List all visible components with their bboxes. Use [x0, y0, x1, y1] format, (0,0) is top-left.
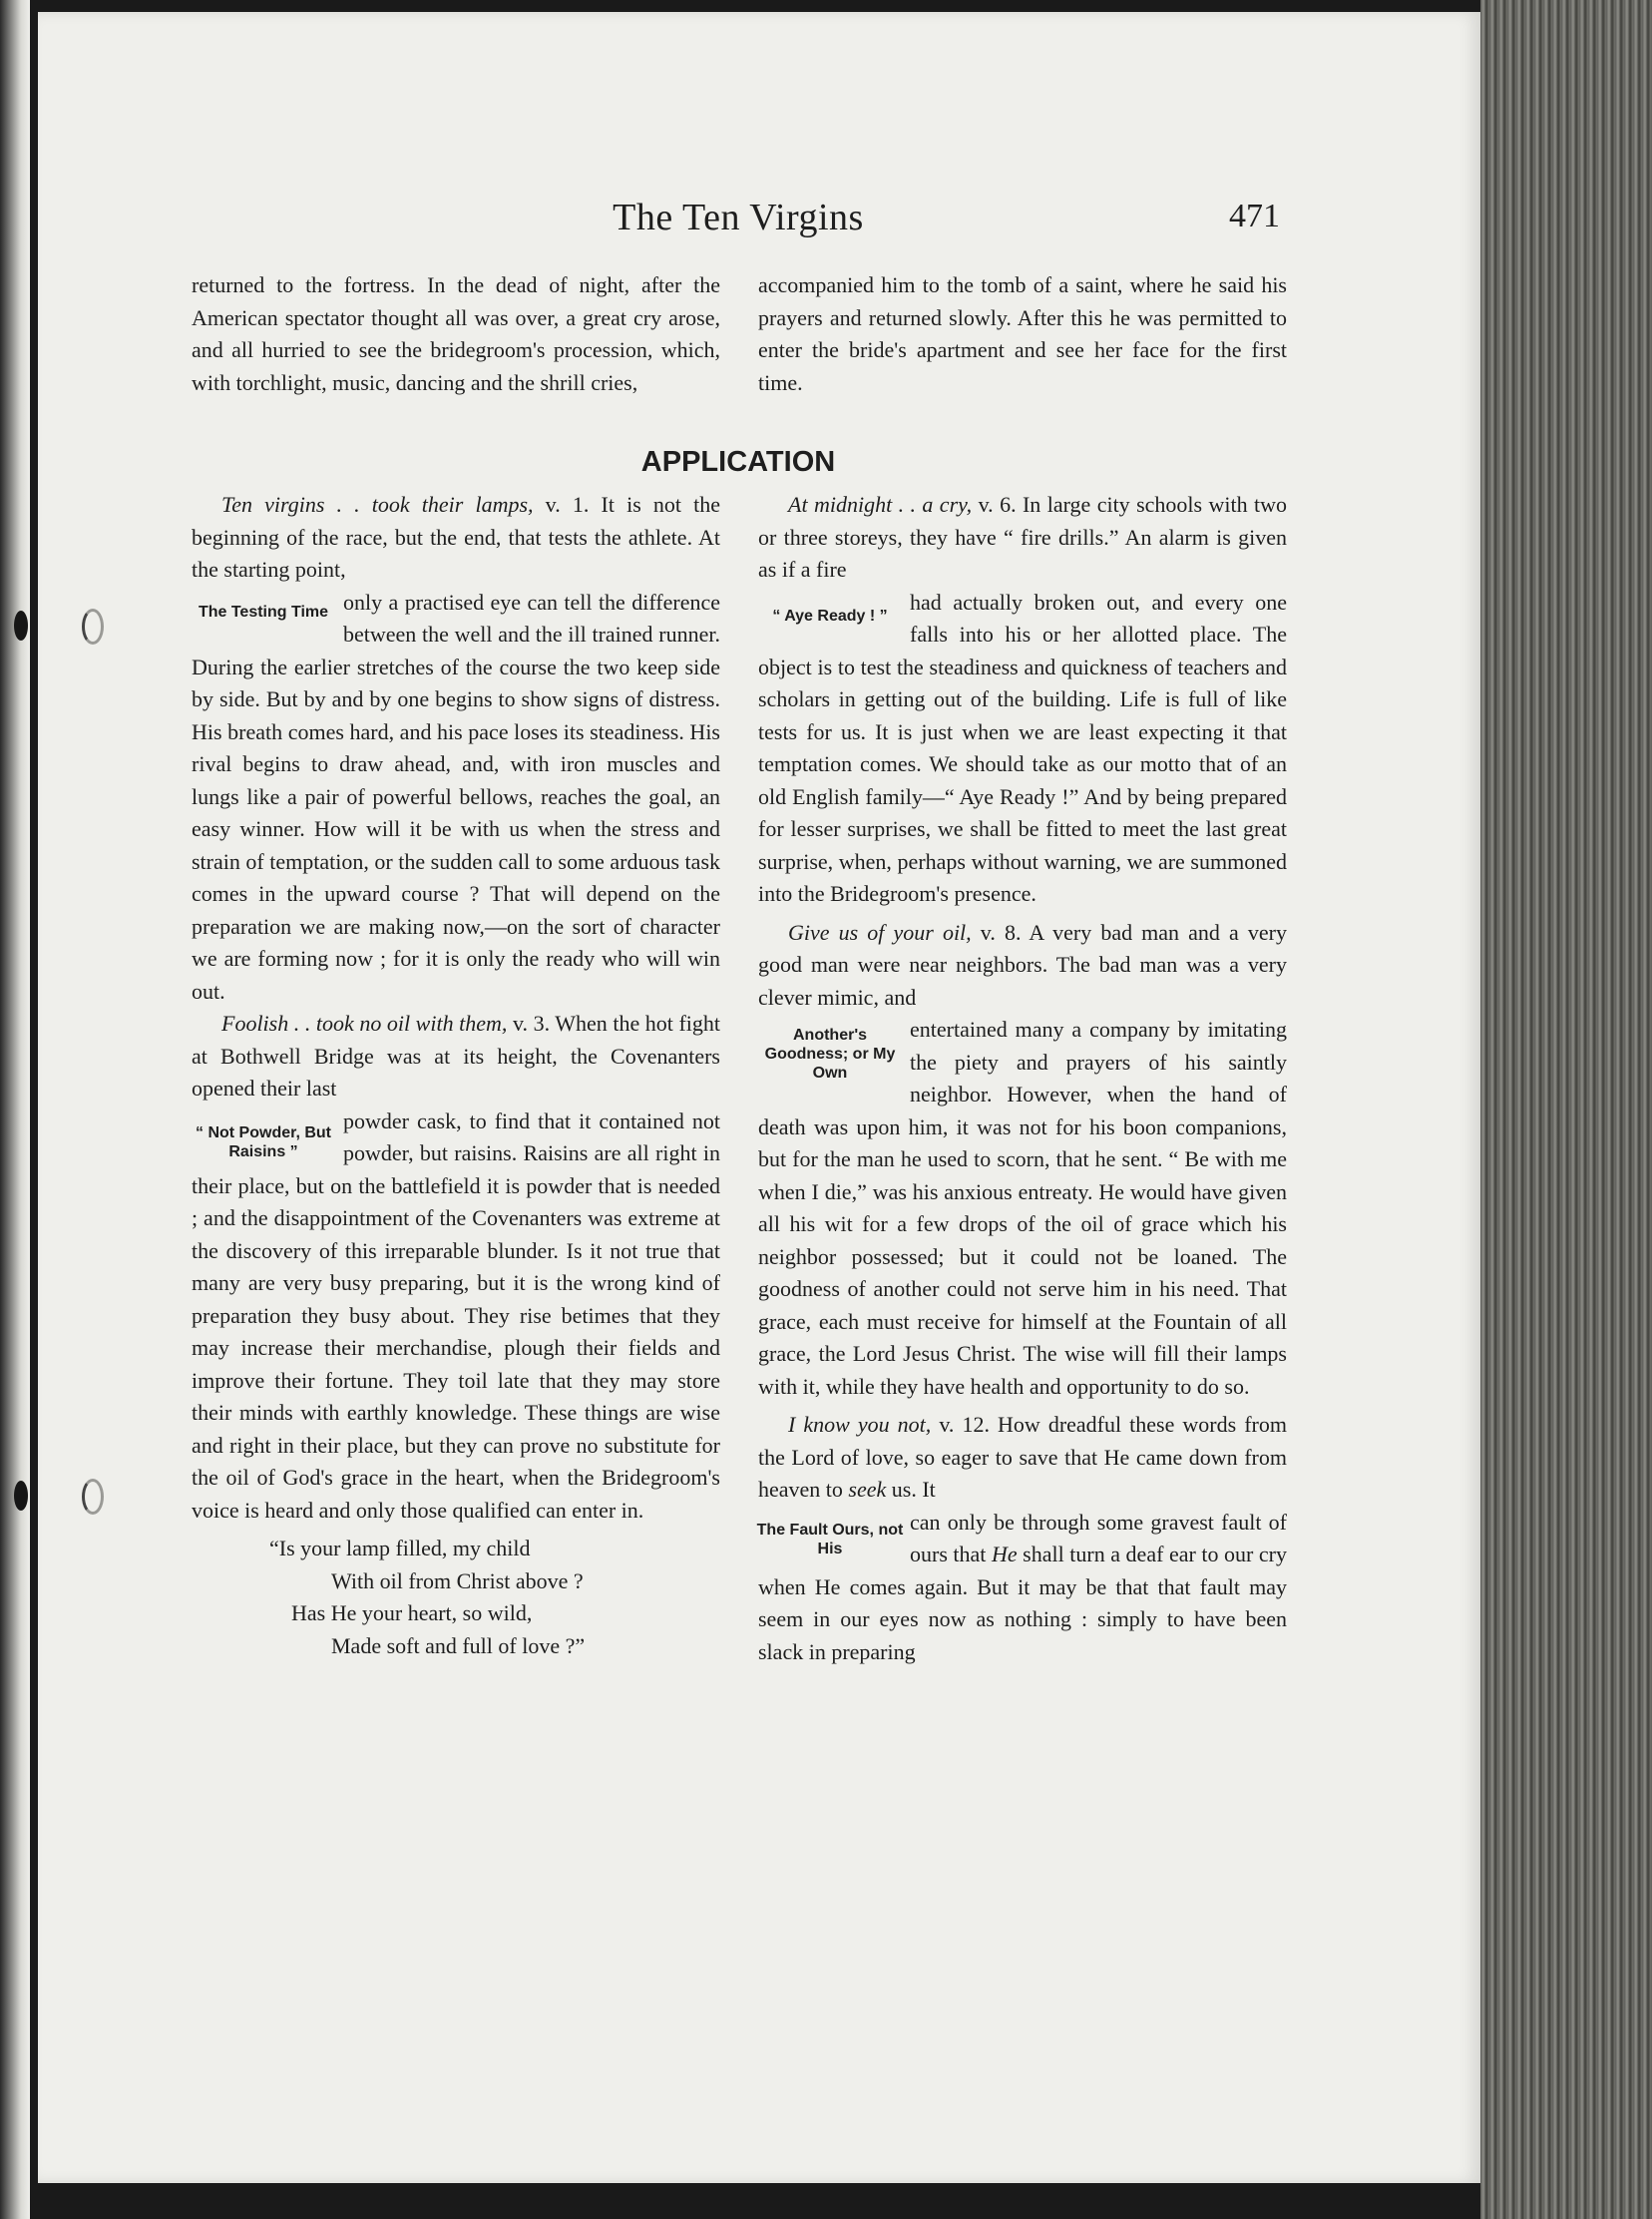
scripture-lead: Ten virgins . . took their lamps,: [221, 492, 534, 517]
margin-note: Another's Goodness; or My Own: [764, 1027, 896, 1082]
margin-note: The Fault Ours, not His: [756, 1521, 904, 1557]
scripture-lead: At midnight . . a cry,: [788, 492, 973, 517]
verse-ref: v. 12.: [931, 1412, 990, 1437]
page-number: 471: [1229, 198, 1280, 234]
application-paragraph-cont: [758, 1507, 1287, 1669]
emphasis: seek: [848, 1477, 887, 1502]
right-column: [758, 489, 1287, 1668]
paragraph-text: can only be through some gravest fault of ours that: [910, 1509, 1287, 1566]
verse-ref: v. 8.: [971, 919, 1022, 945]
paragraph-text: only a practised eye can tell the difference between the well and the ill trained runner. During the earlier stretches of the course the two keep side by side. But by and by one begins to show signs of distress. His breath comes hard, and his pace loses its steadiness. His rival begins to draw ahead, and, with iron muscles and lungs like a pair of powerful bellows, reaches the goal, an easy winner. How will it be with us when the stress and strain of temptation, or the sudden call to some arduous task comes in the upward course ? That will depend on the preparation we are making now,—on the sort of character we are forming now ; for it is only the ready who will win out.: [192, 589, 720, 1004]
application-paragraph-cont: [758, 1014, 1287, 1403]
scripture-lead: I know you not,: [788, 1412, 932, 1437]
paragraph-text: entertained many a company by imitating the piety and prayers of his saintly neighbor. However, when the hand of death was upon him, it was not for his boon companions, but for the man he used to scorn, that he sent. “ Be with me when I die,” was his anxious entreaty. He would have given all his wit for a few drops of the oil of grace which his neighbor possessed; but it could not be loaned. The goodness of another could not serve him in his need. That grace, each must receive for himself at the Fountain of all grace, the Lord Jesus Christ. The wise will fill their lamps with it, while they have health and opportunity to do so.: [758, 1017, 1287, 1399]
paragraph-text: shall turn a deaf ear to our cry when He comes again. But it may be that that fault may seem in our eyes now as nothing : simply to have been slack in preparing: [758, 1542, 1287, 1664]
poem: [192, 1533, 720, 1662]
left-continuation: [192, 269, 720, 399]
margin-note: The Testing Time: [198, 603, 329, 621]
poem-line: With oil from Christ above ?: [331, 1567, 584, 1593]
application-paragraph-cont: [758, 587, 1287, 911]
paragraph-text: How dreadful these words from the Lord of love, so eager to save that He came down from heaven to: [758, 1412, 1287, 1502]
book-gutter: [0, 0, 30, 2219]
scripture-lead: Foolish . . took no oil with them,: [221, 1011, 508, 1036]
verse-ref: v. 1.: [533, 492, 590, 517]
page-edges: [1480, 0, 1652, 2219]
binder-ring-bottom: [82, 1479, 104, 1515]
poem-line: Has He your heart, so wild,: [291, 1600, 533, 1625]
left-column: [192, 489, 720, 1662]
application-paragraph-cont: [192, 1106, 720, 1528]
paragraph-text: A very bad man and a very good man were near neighbors. The bad man was a very clever mimic, and: [758, 919, 1287, 1010]
binder-hole-top: [14, 611, 28, 641]
verse-ref: v. 6.: [972, 492, 1017, 517]
binder-ring-top: [82, 609, 104, 645]
binder-hole-bottom: [14, 1481, 28, 1511]
paragraph-text: had actually broken out, and every one falls into his or her allotted place. The object is to test the steadiness and quickness of teachers and scholars in getting out of the building. Life is full of like tests for us. It is just when we are least expecting it that temptation comes. We should take as our motto that of an old English family—“ Aye Ready !” And by being prepared for lesser surprises, we shall be fitted to meet the last great surprise, when, perhaps without warning, we are summoned into the Bridegroom's presence.: [758, 589, 1287, 906]
application-paragraph-cont: [192, 587, 720, 1009]
paragraph: accompanied him to the tomb of a saint, where he said his prayers and returned slowly. After this he was permitted to enter the bride's apartment and see her face for the first time.: [758, 272, 1287, 395]
application-paragraph: [192, 489, 720, 587]
application-paragraph: [758, 917, 1287, 1015]
verse-ref: v. 3.: [507, 1011, 551, 1036]
poem-line: “Is your lamp filled, my child: [269, 1536, 531, 1560]
margin-note: “ Not Powder, But Raisins ”: [196, 1123, 331, 1160]
poem-line: Made soft and full of love ?”: [331, 1632, 586, 1658]
paragraph-text: When the hot fight at Bothwell Bridge was at its height, the Covenanters opened their last: [192, 1011, 720, 1101]
margin-note: “ Aye Ready ! ”: [772, 607, 888, 625]
paragraph-text: us. It: [886, 1477, 936, 1502]
application-paragraph: [192, 1008, 720, 1106]
application-paragraph: [758, 489, 1287, 587]
paragraph-text: In large city schools with two or three storeys, they have “ fire drills.” An alarm is given as if a fire: [758, 492, 1288, 582]
scripture-lead: Give us of your oil,: [788, 919, 972, 945]
section-heading: APPLICATION: [640, 446, 836, 478]
emphasis: He: [991, 1542, 1018, 1566]
application-paragraph: [758, 1409, 1287, 1507]
paragraph-text: powder cask, to find that it contained not powder, but raisins. Raisins are all right in their place, but on the battlefield it is powder that is needed ; and the disappointment of the Covenanters was extreme at the discovery of this irreparable blunder. Is it not true that many are very busy preparing, but it is the wrong kind of preparation they busy about. They rise betimes that they may increase their merchandise, plough their fields and improve their fortune. They toil late that they may store their minds with earthly knowledge. These things are wise and right in their place, but they can prove no substitute for the oil of God's grace in the heart, when the Bridegroom's voice is heard and only those qualified can enter in.: [192, 1108, 720, 1523]
paragraph-text: It is not the beginning of the race, but the end, that tests the athlete. At the starting point,: [192, 492, 721, 582]
running-title: The Ten Virgins: [613, 197, 864, 238]
paragraph: returned to the fortress. In the dead of night, after the American spectator thought all was over, a great cry arose, and all hurried to see the bridegroom's procession, which, with torchlight, music, dancing and the shrill cries,: [192, 272, 720, 395]
right-continuation: [758, 269, 1287, 399]
